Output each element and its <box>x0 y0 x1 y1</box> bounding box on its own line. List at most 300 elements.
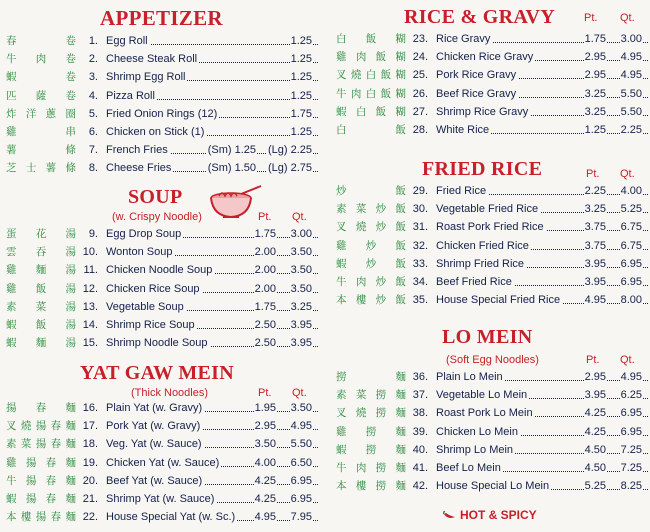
item-number: 1. <box>88 35 98 47</box>
appetizer-title: APPETIZER <box>100 6 223 30</box>
chinese-name: 牛 肉 撈 麵 <box>336 461 406 474</box>
menu-item <box>330 200 648 218</box>
item-name-label: Plain Yat (w. Gravy) <box>106 402 203 414</box>
item-name-label: Chicken Fried Rice <box>436 239 529 252</box>
item-number: 9. <box>88 228 98 240</box>
quart-price: 6.95 <box>290 472 312 490</box>
item-name-label: Shrimp Egg Roll <box>106 71 186 84</box>
chinese-name: 叉 燒 炒 飯 <box>336 221 406 234</box>
item-name-label: Chicken Rice Soup <box>106 282 200 295</box>
item-name <box>106 454 318 472</box>
item-number: 25. <box>412 69 428 82</box>
item-number: 34. <box>412 275 428 288</box>
pint-price: 4.50 <box>584 459 606 477</box>
menu-item <box>0 454 318 472</box>
item-name <box>436 386 648 404</box>
quart-price: 7.25 <box>620 459 642 477</box>
quart-price: 5.25 <box>620 200 642 218</box>
quart-price: 3.95 <box>290 316 312 334</box>
chinese-name: 蝦 白 飯 糊 <box>336 105 406 118</box>
menu-item <box>330 48 648 66</box>
item-number: 42. <box>412 480 428 493</box>
item-name <box>436 477 648 495</box>
item-name <box>106 123 318 141</box>
soup-list <box>0 225 318 352</box>
lo-mein-qt-label: Qt. <box>620 354 635 366</box>
quart-price: 5.50 <box>620 85 642 103</box>
item-name-label: Vegetable Soup <box>106 300 184 313</box>
item-name-label: Egg Roll <box>106 35 148 47</box>
pint-price: 3.50 <box>254 435 276 453</box>
yat-gaw-mein-qt-label: Qt. <box>292 387 307 399</box>
item-name <box>436 85 648 103</box>
quart-price: 3.95 <box>290 334 312 352</box>
menu-item <box>330 273 648 291</box>
item-number: 15. <box>82 337 98 350</box>
item-name <box>106 435 318 453</box>
item-name <box>106 417 318 435</box>
item-number: 4. <box>88 89 98 102</box>
item-name-label: Chicken Lo Mein <box>436 425 518 438</box>
item-name <box>436 237 648 255</box>
pint-price: 1.25 <box>584 121 606 139</box>
item-name-label: Vegetable Fried Rice <box>436 203 539 216</box>
quart-price: (Lg) 2.75 <box>267 159 312 177</box>
pint-price: 2.95 <box>584 368 606 386</box>
quart-price: 6.95 <box>620 404 642 422</box>
item-number: 7. <box>88 144 98 157</box>
pint-price: 4.25 <box>254 490 276 508</box>
quart-price: 3.25 <box>290 298 312 316</box>
yat-gaw-mein-pt-label: Pt. <box>258 387 272 399</box>
item-number: 18. <box>82 438 98 451</box>
chinese-name: 叉 燒 揚 春 麵 <box>6 420 76 433</box>
item-number: 10. <box>82 246 98 259</box>
chinese-name: 素 菜 炒 飯 <box>336 203 406 216</box>
item-number: 20. <box>82 474 98 487</box>
item-number: 11. <box>83 264 98 277</box>
pint-price: 4.25 <box>254 472 276 490</box>
menu-item <box>0 435 318 453</box>
hot-spicy-legend <box>442 508 537 522</box>
pint-price: 2.50 <box>254 334 276 352</box>
chinese-name: 薯 條 <box>6 144 76 157</box>
item-number: 35. <box>412 294 428 307</box>
menu-item <box>330 182 648 200</box>
item-number: 31. <box>412 221 428 234</box>
item-name <box>436 103 648 121</box>
item-name <box>436 66 648 84</box>
quart-price: 6.95 <box>620 273 642 291</box>
soup-title: SOUP <box>128 186 183 208</box>
pint-price: 3.25 <box>584 200 606 218</box>
item-name-label: Beef Rice Gravy <box>436 87 517 100</box>
item-number: 26. <box>412 87 428 100</box>
item-number: 21. <box>82 492 98 505</box>
pint-price: 3.25 <box>584 103 606 121</box>
quart-price: 7.95 <box>290 508 312 526</box>
pint-price: 1.95 <box>254 399 276 417</box>
item-number: 19. <box>82 456 98 469</box>
item-name <box>106 32 318 50</box>
menu-item <box>0 316 318 334</box>
pint-price: 2.00 <box>254 280 276 298</box>
chinese-name: 牛 肉 卷 <box>6 53 76 66</box>
menu-item <box>0 141 318 159</box>
quart-price: 3.00 <box>290 225 312 243</box>
chinese-name: 白 飯 糊 <box>336 33 406 45</box>
pint-price: 5.25 <box>584 477 606 495</box>
menu-item <box>0 243 318 261</box>
item-name-label: House Special Yat (w. Sc.) <box>106 511 236 524</box>
item-name <box>106 261 318 279</box>
quart-price: 1.25 <box>290 50 312 68</box>
item-name <box>106 334 318 352</box>
appetizer-list <box>0 32 318 178</box>
menu-item <box>0 50 318 68</box>
chinese-name: 白 飯 <box>336 123 406 136</box>
item-name-label: House Special Fried Rice <box>436 294 561 307</box>
quart-price: 4.95 <box>620 66 642 84</box>
pint-price: 3.75 <box>584 237 606 255</box>
chinese-name: 雞 揚 春 麵 <box>6 456 76 469</box>
item-name <box>106 399 318 417</box>
chinese-name: 蝦 揚 春 麵 <box>6 492 76 505</box>
item-name <box>436 182 648 200</box>
menu-item <box>330 103 648 121</box>
chinese-name: 素 菜 揚 春 麵 <box>6 438 76 451</box>
soup-qt-label: Qt. <box>292 211 307 223</box>
item-name <box>106 68 318 86</box>
menu-item <box>330 477 648 495</box>
lo-mein-title: LO MEIN <box>442 326 533 348</box>
item-name <box>106 105 318 123</box>
item-name-label: Fried Onion Rings (12) <box>106 107 218 120</box>
pint-price: 3.75 <box>584 218 606 236</box>
quart-price: 6.25 <box>620 386 642 404</box>
quart-price: 6.95 <box>290 490 312 508</box>
menu-item <box>330 85 648 103</box>
quart-price: 4.00 <box>620 182 642 200</box>
lo-mein-subtitle: (Soft Egg Noodles) <box>446 354 539 366</box>
item-name <box>436 441 648 459</box>
item-name-label: Rice Gravy <box>436 33 491 45</box>
pint-price: 4.00 <box>254 454 276 472</box>
item-name <box>106 50 318 68</box>
item-name-label: Chicken Rice Gravy <box>436 51 534 64</box>
yat-gaw-mein-title: YAT GAW MEIN <box>80 362 235 384</box>
chinese-name: 雞 麵 湯 <box>6 264 76 277</box>
item-name-label: Shrimp Rice Gravy <box>436 105 529 118</box>
item-number: 14. <box>82 318 98 331</box>
item-name <box>106 490 318 508</box>
item-number: 33. <box>412 257 428 270</box>
quart-price: 6.95 <box>620 423 642 441</box>
chinese-name: 春 卷 <box>6 35 76 47</box>
pint-price: 3.95 <box>584 273 606 291</box>
item-name-label: Cheese Fries <box>106 162 172 175</box>
menu-item <box>0 298 318 316</box>
quart-price: 1.25 <box>290 87 312 105</box>
lo-mein-list <box>330 368 648 495</box>
chinese-name: 素 菜 湯 <box>6 300 76 313</box>
item-name <box>436 48 648 66</box>
fried-rice-title: FRIED RICE <box>422 158 543 180</box>
chinese-name: 本 樓 撈 麵 <box>336 480 406 493</box>
yat-gaw-mein-list <box>0 399 318 526</box>
item-name <box>106 316 318 334</box>
item-name <box>436 121 648 139</box>
chinese-name: 叉 燒 白 飯 糊 <box>336 69 406 82</box>
item-name <box>106 243 318 261</box>
pint-price: 1.75 <box>254 298 276 316</box>
item-name-label: Pork Rice Gravy <box>436 69 517 82</box>
menu-item <box>330 368 648 386</box>
item-number: 37. <box>412 389 428 402</box>
menu-item <box>0 68 318 86</box>
menu-item <box>0 225 318 243</box>
item-name-label: Pizza Roll <box>106 89 155 102</box>
chinese-name: 雞 飯 湯 <box>6 282 76 295</box>
menu-item <box>330 291 648 309</box>
item-number: 38. <box>412 407 428 420</box>
quart-price: 4.95 <box>290 417 312 435</box>
menu-item <box>0 334 318 352</box>
quart-price: 1.25 <box>290 32 312 50</box>
rice-gravy-qt-label: Qt. <box>620 12 635 24</box>
item-name <box>106 225 318 243</box>
menu-item <box>0 417 318 435</box>
item-name <box>436 459 648 477</box>
item-number: 12. <box>82 282 98 295</box>
quart-price: 7.25 <box>620 441 642 459</box>
item-name <box>106 508 318 526</box>
pint-price: 2.25 <box>584 182 606 200</box>
quart-price: 6.75 <box>620 218 642 236</box>
menu-item <box>0 508 318 526</box>
chinese-name: 蝦 炒 飯 <box>336 257 406 270</box>
soup-pt-label: Pt. <box>258 211 272 223</box>
quart-price: 3.50 <box>290 399 312 417</box>
pint-price: 4.25 <box>584 423 606 441</box>
menu-item <box>0 472 318 490</box>
hot-spicy-label: HOT & SPICY <box>460 508 537 522</box>
quart-price: 8.00 <box>620 291 642 309</box>
item-name-label: House Special Lo Mein <box>436 480 550 493</box>
rice-gravy-title: RICE & GRAVY <box>404 6 556 28</box>
item-name-label: Beef Lo Mein <box>436 461 501 474</box>
menu-item <box>330 30 648 48</box>
item-name-label: Shrimp Yat (w. Sauce) <box>106 492 215 505</box>
menu-item <box>330 255 648 273</box>
menu-item <box>0 399 318 417</box>
chinese-name: 素 菜 撈 麵 <box>336 389 406 402</box>
quart-price: 5.50 <box>290 435 312 453</box>
item-name-label: Wonton Soup <box>106 246 173 259</box>
quart-price: 2.25 <box>620 121 642 139</box>
item-name <box>436 368 648 386</box>
chinese-name: 牛 揚 春 麵 <box>6 474 76 487</box>
rice-gravy-list <box>330 30 648 139</box>
pint-price: 4.95 <box>254 508 276 526</box>
item-number: 24. <box>412 51 428 64</box>
item-name-label: Cheese Steak Roll <box>106 53 198 66</box>
item-name-label: Shrimp Rice Soup <box>106 318 195 331</box>
pint-price: 2.95 <box>584 48 606 66</box>
menu-item <box>330 404 648 422</box>
pint-price: 2.50 <box>254 316 276 334</box>
item-number: 28. <box>412 123 428 136</box>
item-name-label: Shrimp Lo Mein <box>436 443 514 456</box>
pint-price: 2.00 <box>254 243 276 261</box>
item-name-label: Veg. Yat (w. Sauce) <box>106 438 202 451</box>
chinese-name: 雲 吞 湯 <box>6 246 76 259</box>
quart-price: 6.95 <box>620 255 642 273</box>
quart-price: 6.75 <box>620 237 642 255</box>
item-name <box>436 200 648 218</box>
item-number: 3. <box>88 71 98 84</box>
item-name-label: Beef Yat (w. Sauce) <box>106 474 203 487</box>
item-name-label: Pork Yat (w. Gravy) <box>106 420 201 433</box>
menu-item <box>0 490 318 508</box>
chinese-name: 蝦 卷 <box>6 71 76 84</box>
soup-bowl-icon <box>205 182 263 222</box>
item-name-label: Fried Rice <box>436 185 487 197</box>
rice-gravy-pt-label: Pt. <box>584 12 598 24</box>
pint-price: 4.25 <box>584 404 606 422</box>
menu-item <box>0 87 318 105</box>
chinese-name: 芝 士 薯 條 <box>6 162 76 175</box>
chinese-name: 撈 麵 <box>336 371 406 383</box>
item-number: 17. <box>82 420 98 433</box>
menu-item <box>330 66 648 84</box>
chinese-name: 雞 串 <box>6 125 76 138</box>
item-number: 41. <box>412 461 428 474</box>
menu-item <box>330 423 648 441</box>
item-number: 2. <box>88 53 98 66</box>
pepper-icon <box>442 511 456 521</box>
item-name <box>436 273 648 291</box>
quart-price: 4.95 <box>620 48 642 66</box>
menu-item <box>0 123 318 141</box>
item-number: 5. <box>88 107 98 120</box>
item-name-label: Beef Fried Rice <box>436 275 512 288</box>
item-name <box>436 30 648 48</box>
pint-price: 4.50 <box>584 441 606 459</box>
chinese-name: 牛 肉 炒 飯 <box>336 275 406 288</box>
pint-price: 3.95 <box>584 255 606 273</box>
chinese-name: 炒 飯 <box>336 185 406 197</box>
item-number: 40. <box>412 443 428 456</box>
menu-item <box>0 159 318 177</box>
menu-item <box>0 261 318 279</box>
item-name <box>106 87 318 105</box>
item-name-label: Roast Pork Lo Mein <box>436 407 533 420</box>
item-number: 30. <box>412 203 428 216</box>
item-number: 39. <box>412 425 428 438</box>
quart-price: (Lg) 2.25 <box>267 141 312 159</box>
quart-price: 3.00 <box>620 30 642 48</box>
item-number: 36. <box>412 371 428 383</box>
chinese-name: 雞 炒 飯 <box>336 239 406 252</box>
menu-item <box>330 237 648 255</box>
fried-rice-qt-label: Qt. <box>620 168 635 180</box>
item-number: 13. <box>82 300 98 313</box>
quart-price: 3.50 <box>290 243 312 261</box>
item-name-label: White Rice <box>436 123 490 136</box>
chinese-name: 炸 洋 蔥 圈 <box>6 107 76 120</box>
pint-price: 2.00 <box>254 261 276 279</box>
menu-item <box>330 459 648 477</box>
item-name-label: French Fries <box>106 144 168 157</box>
item-number: 16. <box>82 402 98 414</box>
chinese-name: 雞 撈 麵 <box>336 425 406 438</box>
chinese-name: 本 樓 揚 春 麵 <box>6 511 76 524</box>
pint-price: 2.95 <box>584 66 606 84</box>
item-name <box>436 404 648 422</box>
chinese-name: 蝦 麵 湯 <box>6 337 76 350</box>
item-name-label: Chicken Noodle Soup <box>106 264 213 277</box>
chinese-name: 雞 肉 飯 糊 <box>336 51 406 64</box>
item-name-label: Plain Lo Mein <box>436 371 503 383</box>
pint-price: 2.95 <box>254 417 276 435</box>
fried-rice-pt-label: Pt. <box>586 168 600 180</box>
quart-price: 1.75 <box>290 105 312 123</box>
pint-price: 1.75 <box>584 30 606 48</box>
item-name-label: Vegetable Lo Mein <box>436 389 528 402</box>
quart-price: 1.25 <box>290 123 312 141</box>
soup-subtitle: (w. Crispy Noodle) <box>112 211 202 223</box>
item-name-label: Egg Drop Soup <box>106 228 182 240</box>
pint-price: 4.95 <box>584 291 606 309</box>
menu-item <box>330 441 648 459</box>
pint-price: 3.25 <box>584 85 606 103</box>
item-name <box>436 255 648 273</box>
chinese-name: 匹 薩 卷 <box>6 89 76 102</box>
menu-item <box>330 121 648 139</box>
item-number: 6. <box>88 125 98 138</box>
item-name <box>106 280 318 298</box>
quart-price: 5.50 <box>620 103 642 121</box>
menu-item <box>0 105 318 123</box>
quart-price: 8.25 <box>620 477 642 495</box>
item-name <box>106 472 318 490</box>
chinese-name: 本 樓 炒 飯 <box>336 294 406 307</box>
menu-item <box>0 280 318 298</box>
chinese-name: 蝦 撈 麵 <box>336 443 406 456</box>
menu-item <box>0 32 318 50</box>
quart-price: 1.25 <box>290 68 312 86</box>
item-name <box>436 423 648 441</box>
yat-gaw-mein-subtitle: (Thick Noodles) <box>131 387 209 399</box>
menu-item <box>330 386 648 404</box>
chinese-name: 揚 春 麵 <box>6 402 76 414</box>
item-name <box>436 218 648 236</box>
item-number: 32. <box>412 239 428 252</box>
item-number: 29. <box>412 185 428 197</box>
quart-price: 6.50 <box>290 454 312 472</box>
item-name-label: Chicken Yat (w. Sauce) <box>106 456 220 469</box>
menu-item <box>330 218 648 236</box>
item-name <box>436 291 648 309</box>
item-number: 22. <box>82 511 98 524</box>
item-name <box>106 298 318 316</box>
item-name-label: Roast Pork Fried Rice <box>436 221 544 234</box>
item-name-label: Chicken on Stick (1) <box>106 125 205 138</box>
item-name-label: Shrimp Noodle Soup <box>106 337 208 350</box>
chinese-name: 牛 肉 白 飯 糊 <box>336 87 406 100</box>
item-name-label: Shrimp Fried Rice <box>436 257 525 270</box>
